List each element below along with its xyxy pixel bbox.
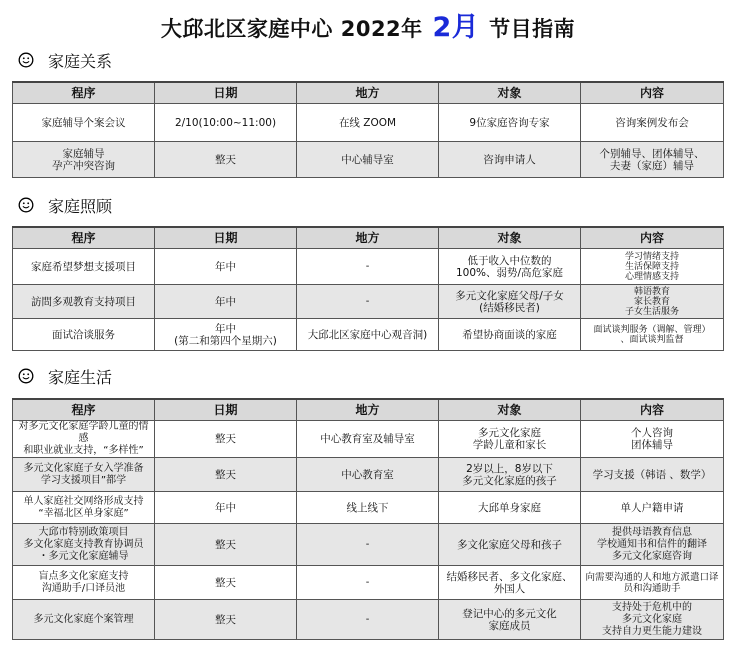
table-family-life — [12, 398, 724, 640]
section-heading-label: 家庭生活 — [48, 367, 113, 387]
table-row — [13, 524, 724, 566]
cell-program: 盲点多文化家庭支持 沟通助手/口译员池 — [13, 566, 155, 600]
table-row — [13, 566, 724, 600]
title-month: 2月 — [432, 12, 480, 43]
cell-content: 支持处于危机中的 多元文化家庭 支持自力更生能力建设 — [581, 600, 724, 640]
col-header-place: 地方 — [297, 227, 439, 249]
cell-place: 线上线下 — [297, 492, 439, 524]
smiley-icon — [18, 368, 34, 384]
cell-program: 多元文化家庭个案管理 — [13, 600, 155, 640]
cell-place: - — [297, 249, 439, 285]
cell-target: 9位家庭咨询专家 — [439, 104, 581, 142]
col-header-content: 内容 — [581, 82, 724, 104]
section-heading-label: 家庭关系 — [48, 51, 113, 71]
col-header-date: 日期 — [155, 82, 297, 104]
cell-content: 提供母语教育信息 学校通知书和信件的翻译 多元文化家庭咨询 — [581, 524, 724, 566]
col-header-place: 地方 — [297, 82, 439, 104]
title-prefix: 大邱北区家庭中心 2022年 — [160, 17, 431, 41]
cell-program: 家庭辅导个案会议 — [13, 104, 155, 142]
cell-place: - — [297, 524, 439, 566]
cell-place: - — [297, 566, 439, 600]
cell-place: - — [297, 600, 439, 640]
col-header-target: 对象 — [439, 82, 581, 104]
page-title — [0, 5, 736, 44]
table-row — [13, 421, 724, 458]
col-header-content: 内容 — [581, 399, 724, 421]
col-header-program: 程序 — [13, 227, 155, 249]
table-row — [13, 104, 724, 142]
cell-target: 多文化家庭父母和孩子 — [439, 524, 581, 566]
section-heading-label: 家庭照顾 — [48, 196, 113, 216]
smiley-icon — [18, 52, 34, 68]
cell-program: 家庭希望梦想支援项目 — [13, 249, 155, 285]
table-header-row — [13, 399, 724, 421]
table-header-row — [13, 82, 724, 104]
table-row — [13, 142, 724, 178]
cell-content: 个人咨询 团体辅导 — [581, 421, 724, 458]
cell-program: 家庭辅导 孕产冲突咨询 — [13, 142, 155, 178]
cell-date: 整天 — [155, 524, 297, 566]
cell-date: 2/10(10:00~11:00) — [155, 104, 297, 142]
col-header-program: 程序 — [13, 82, 155, 104]
table-row — [13, 458, 724, 492]
cell-target: 多元文化家庭 学龄儿童和家长 — [439, 421, 581, 458]
col-header-content: 内容 — [581, 227, 724, 249]
smiley-icon — [18, 197, 34, 213]
cell-place: 中心教育室及辅导室 — [297, 421, 439, 458]
table-header-row — [13, 227, 724, 249]
cell-date: 整天 — [155, 566, 297, 600]
cell-date: 整天 — [155, 142, 297, 178]
cell-place: - — [297, 285, 439, 319]
cell-date: 年中 — [155, 492, 297, 524]
table-family-care — [12, 226, 724, 351]
section-heading-family-life — [18, 366, 112, 386]
cell-place: 大邱北区家庭中心观音洞) — [297, 319, 439, 351]
cell-program: 面试洽谈服务 — [13, 319, 155, 351]
cell-target: 大邱单身家庭 — [439, 492, 581, 524]
col-header-date: 日期 — [155, 399, 297, 421]
cell-target: 登记中心的多元文化 家庭成员 — [439, 600, 581, 640]
cell-program: 大邱市特别政策项目 多文化家庭支持教育协调员 ・多元文化家庭辅导 — [13, 524, 155, 566]
col-header-program: 程序 — [13, 399, 155, 421]
table-row — [13, 319, 724, 351]
cell-content: 向需要沟通的人和地方派遣口译 员和沟通助手 — [581, 566, 724, 600]
cell-date: 年中 (第二和第四个星期六) — [155, 319, 297, 351]
cell-target: 咨询申请人 — [439, 142, 581, 178]
cell-content: 个别辅导、团体辅导、 夫妻（家庭）辅导 — [581, 142, 724, 178]
cell-date: 整天 — [155, 458, 297, 492]
cell-date: 年中 — [155, 285, 297, 319]
cell-target: 结婚移民者、多文化家庭、 外国人 — [439, 566, 581, 600]
section-heading-family-relations — [18, 50, 112, 70]
cell-place: 中心教育室 — [297, 458, 439, 492]
cell-content: 韩语教育 家长教育 子女生活服务 — [581, 285, 724, 319]
col-header-date: 日期 — [155, 227, 297, 249]
cell-program: 訪問多观教育支持项目 — [13, 285, 155, 319]
title-suffix: 节目指南 — [481, 17, 576, 41]
table-row — [13, 285, 724, 319]
cell-content: 咨询案例发布会 — [581, 104, 724, 142]
cell-target: 多元文化家庭父母/子女 (结婚移民者) — [439, 285, 581, 319]
cell-content: 学习支援（韩语 、数学） — [581, 458, 724, 492]
table-row — [13, 492, 724, 524]
cell-content: 学习情绪支持 生活保障支持 心理情感支持 — [581, 249, 724, 285]
col-header-target: 对象 — [439, 227, 581, 249]
cell-content: 单人户籍申请 — [581, 492, 724, 524]
col-header-place: 地方 — [297, 399, 439, 421]
cell-content: 面试谈判服务（调解、管理） 、面试谈判监督 — [581, 319, 724, 351]
cell-program: 单人家庭社交网络形成支持 “幸福北区单身家庭” — [13, 492, 155, 524]
cell-date: 年中 — [155, 249, 297, 285]
col-header-target: 对象 — [439, 399, 581, 421]
cell-place: 在线 ZOOM — [297, 104, 439, 142]
cell-target: 2岁以上，8岁以下 多元文化家庭的孩子 — [439, 458, 581, 492]
cell-place: 中心辅导室 — [297, 142, 439, 178]
cell-date: 整天 — [155, 600, 297, 640]
cell-program: 对多元文化家庭学龄儿童的情感 和职业就业支持，“多样性” — [13, 421, 155, 458]
table-family-relations — [12, 81, 724, 178]
table-row — [13, 600, 724, 640]
table-row — [13, 249, 724, 285]
cell-program: 多元文化家庭子女入学准备 学习支援项目”都学 — [13, 458, 155, 492]
cell-date: 整天 — [155, 421, 297, 458]
section-heading-family-care — [18, 195, 112, 215]
cell-target: 低于收入中位数的 100%、弱势/高危家庭 — [439, 249, 581, 285]
cell-target: 希望协商面谈的家庭 — [439, 319, 581, 351]
